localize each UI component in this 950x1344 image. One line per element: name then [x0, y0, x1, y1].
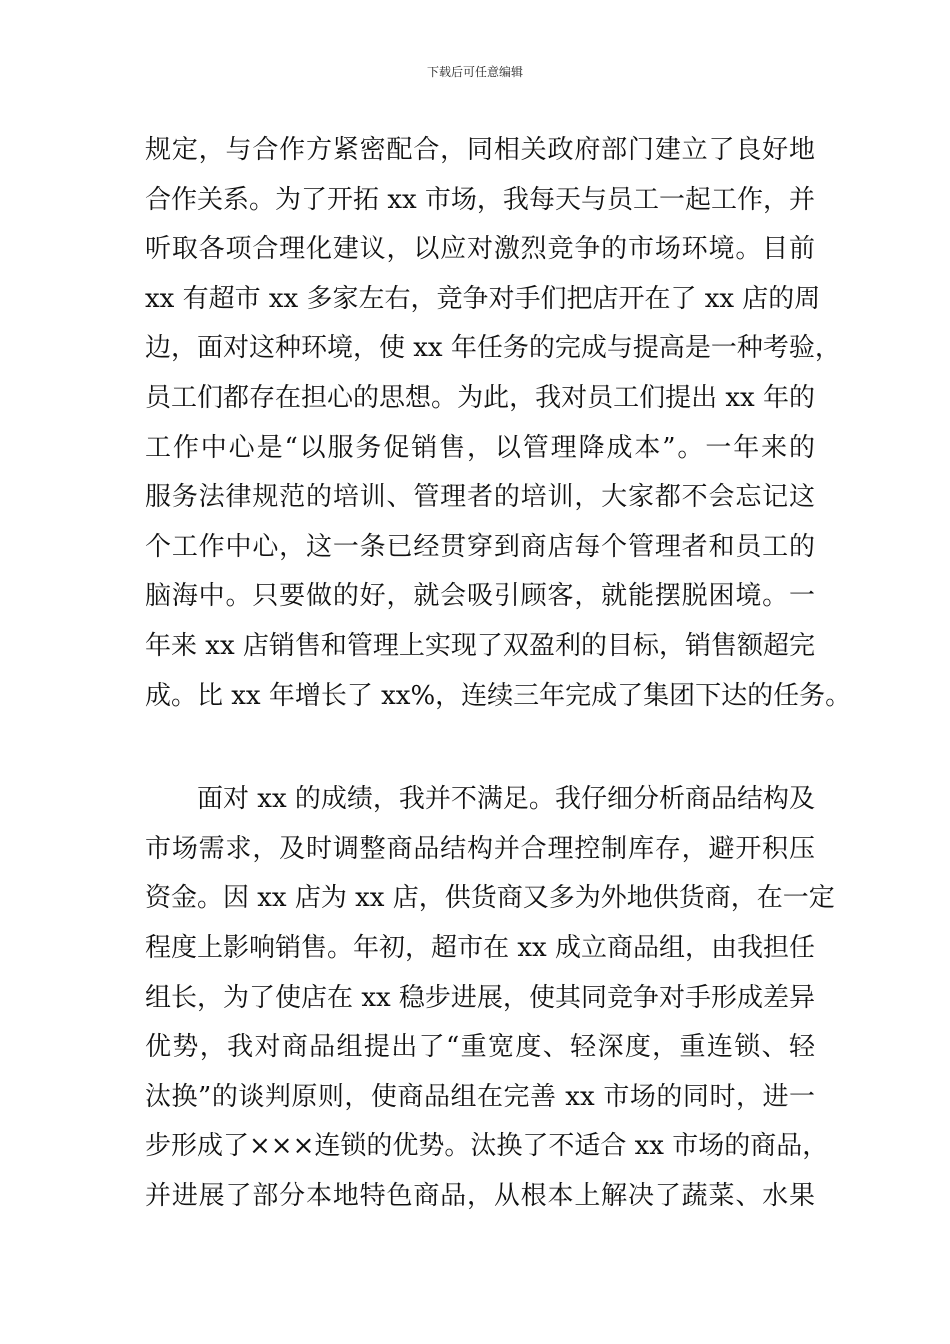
paragraph: [145, 775, 835, 1221]
text-line: 程度上影响销售。年初，超市在 xx 成立商品组，由我担任: [145, 932, 815, 963]
text-line: 市场需求，及时调整商品结构并合理控制库存，避开积压: [145, 833, 815, 864]
text-line: 优势，我对商品组提出了“重宽度、轻深度，重连锁、轻: [145, 1032, 815, 1063]
page-header: 下载后可任意编辑: [426, 65, 523, 79]
text-line: 步形成了×××连锁的优势。汰换了不适合 xx 市场的商品，: [145, 1131, 829, 1162]
text-line: 组长，为了使店在 xx 稳步进展，使其同竞争对手形成差异: [145, 982, 815, 1013]
text-line: 工作中心是“以服务促销售，以管理降成本”。一年来的: [145, 432, 815, 463]
text-line: xx 有超市 xx 多家左右，竞争对手们把店开在了 xx 店的周: [145, 283, 821, 314]
text-line: 员工们都存在担心的思想。为此，我对员工们提出 xx 年的: [145, 382, 815, 413]
text-line: 并进展了部分本地特色商品，从根本上解决了蔬菜、水果: [145, 1180, 815, 1211]
text-line: 汰换”的谈判原则，使商品组在完善 xx 市场的同时，进一: [145, 1081, 815, 1112]
text-line: 年来 xx 店销售和管理上实现了双盈利的目标，销售额超完: [145, 630, 815, 661]
paragraph-spacer: [145, 721, 815, 775]
text-line: 听取各项合理化建议，以应对激烈竞争的市场环境。目前: [145, 234, 815, 265]
text-line: 成。比 xx 年增长了 xx%，连续三年完成了集团下达的任务。: [145, 680, 852, 711]
text-line: 合作关系。为了开拓 xx 市场，我每天与员工一起工作，并: [145, 184, 815, 215]
document-body: [145, 126, 852, 1221]
text-line: 个工作中心，这一条已经贯穿到商店每个管理者和员工的: [145, 531, 815, 562]
paragraph: [145, 126, 852, 721]
text-line: 规定，与合作方紧密配合，同相关政府部门建立了良好地: [145, 135, 815, 165]
text-line: 边，面对这种环境，使 xx 年任务的完成与提高是一种考验，: [145, 333, 841, 364]
text-line: 服务法律规范的培训、管理者的培训，大家都不会忘记这: [145, 482, 815, 513]
text-line: 资金。因 xx 店为 xx 店，供货商又多为外地供货商，在一定: [145, 883, 835, 914]
text-line: 面对 xx 的成绩，我并不满足。我仔细分析商品结构及: [197, 784, 815, 815]
text-line: 脑海中。只要做的好，就会吸引顾客，就能摆脱困境。一: [145, 581, 815, 612]
